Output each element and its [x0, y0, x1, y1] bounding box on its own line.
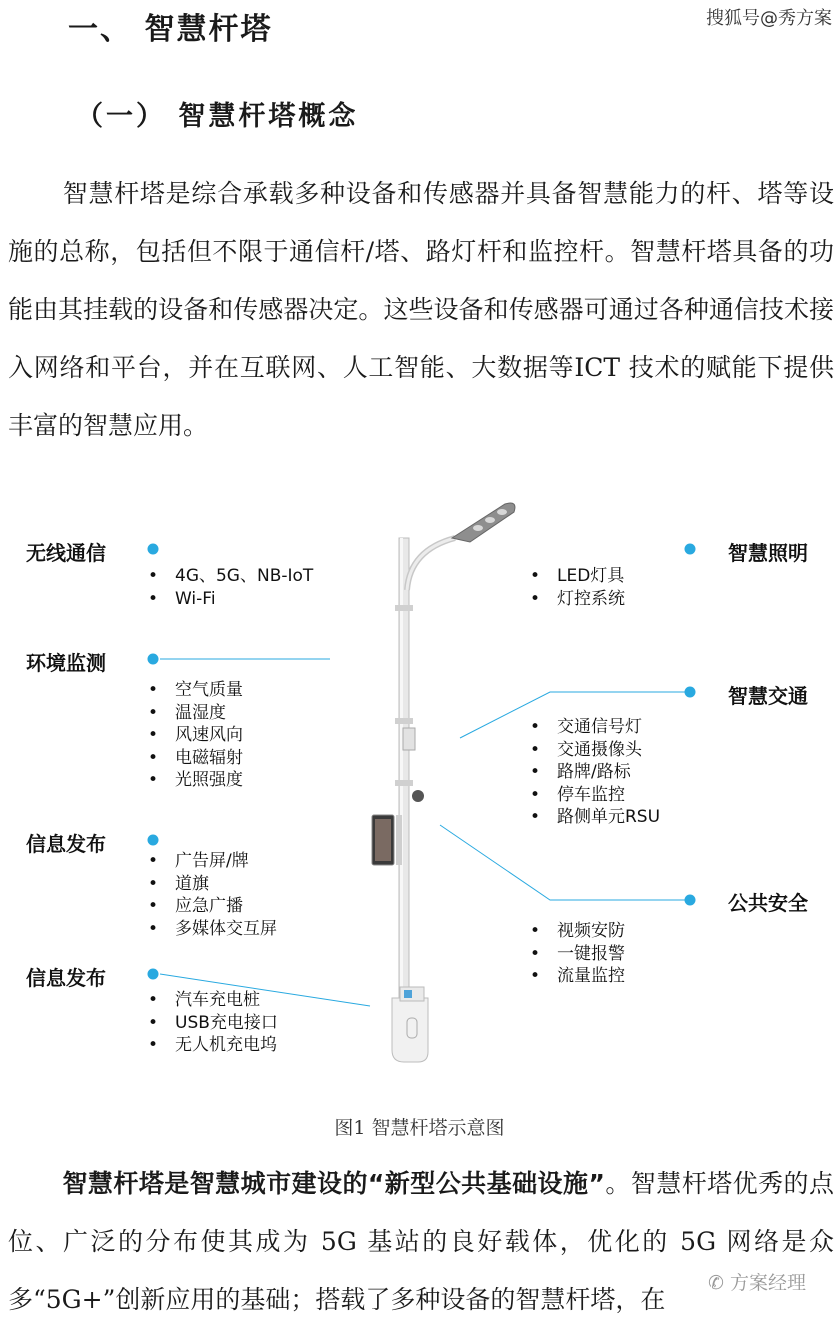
list-item: • 无人机充电坞 [148, 1034, 278, 1057]
wechat-icon: ✆ [708, 1272, 730, 1294]
list-item: • 4G、5G、NB-IoT [148, 565, 313, 588]
category-environment-list [148, 679, 243, 792]
smart-pole-illustration [372, 503, 515, 1062]
category-wireless-title: 无线通信 [26, 541, 106, 565]
category-lighting-title: 智慧照明 [728, 541, 808, 565]
category-info-title: 信息发布 [26, 832, 106, 856]
list-item: • 光照强度 [148, 769, 243, 792]
list-item: • 空气质量 [148, 679, 243, 702]
figure-drawing [0, 490, 839, 1100]
list-item: • 道旗 [148, 873, 277, 896]
list-item: • 流量监控 [530, 965, 625, 988]
marker-dot [685, 895, 696, 906]
list-item: • 停车监控 [530, 784, 660, 807]
list-item: • LED灯具 [530, 565, 625, 588]
watermark-bottom-text: 方案经理 [729, 1272, 806, 1294]
category-info-list [148, 850, 277, 940]
smart-pole-figure [0, 490, 839, 1100]
section-heading: 一、 智慧杆塔 [68, 12, 273, 47]
category-safety-title: 公共安全 [728, 891, 808, 915]
list-item: • Wi-Fi [148, 588, 313, 611]
category-safety-list [530, 920, 625, 988]
list-item: • 交通信号灯 [530, 716, 660, 739]
list-item: • USB充电接口 [148, 1012, 278, 1035]
category-wireless-list [148, 565, 313, 610]
marker-dot [148, 969, 159, 980]
list-item: • 广告屏/牌 [148, 850, 277, 873]
paragraph-1-text: 智慧杆塔是综合承载多种设备和传感器并具备智慧能力的杆、塔等设施的总称，包括但不限于通信杆/塔、路灯杆和监控杆。智慧杆塔具备的功能由其挂载的设备和传感器决定。这些设备和传感器可通过各种通信技术接入网络和平台，并在互联网、人工智能、大数据等ICT 技术的赋能下提供丰富的智慧应用。 [8, 179, 834, 440]
marker-dot [148, 544, 159, 555]
list-item: • 汽车充电桩 [148, 989, 278, 1012]
marker-dot [148, 835, 159, 846]
paragraph-2 [8, 1155, 834, 1329]
list-item: • 交通摄像头 [530, 739, 660, 762]
list-item: • 视频安防 [530, 920, 625, 943]
list-item: • 一键报警 [530, 943, 625, 966]
paragraph-2-bold-lead: 智慧杆塔是智慧城市建设的“新型公共基础设施” [62, 1169, 605, 1198]
marker-dot [685, 687, 696, 698]
category-charging-title: 信息发布 [26, 966, 106, 990]
list-item: • 灯控系统 [530, 588, 625, 611]
category-environment-title: 环境监测 [26, 651, 106, 675]
paragraph-1 [8, 165, 834, 455]
watermark-top: 搜狐号@秀方案 [706, 8, 832, 29]
list-item: • 电磁辐射 [148, 747, 243, 770]
list-item: • 路牌/路标 [530, 761, 660, 784]
list-item: • 多媒体交互屏 [148, 918, 277, 941]
figure-caption: 图1 智慧杆塔示意图 [334, 1117, 505, 1139]
marker-dot [148, 654, 159, 665]
subsection-heading: （一） 智慧杆塔概念 [76, 101, 359, 132]
list-item: • 路侧单元RSU [530, 806, 660, 829]
list-item: • 应急广播 [148, 895, 277, 918]
category-lighting-list [530, 565, 625, 610]
list-item: • 风速风向 [148, 724, 243, 747]
list-item: • 温湿度 [148, 702, 243, 725]
watermark-bottom [708, 1268, 806, 1295]
category-charging-list [148, 989, 278, 1057]
paragraph-2-text: 。智慧杆塔优秀的点位、广泛的分布使其成为 5G 基站的良好载体，优化的 5G 网络是众多“5G+”创新应用的基础；搭载了多种设备的智慧杆塔，在 [8, 1169, 834, 1314]
category-traffic-title: 智慧交通 [728, 684, 808, 708]
marker-dot [685, 544, 696, 555]
category-traffic-list [530, 716, 660, 829]
